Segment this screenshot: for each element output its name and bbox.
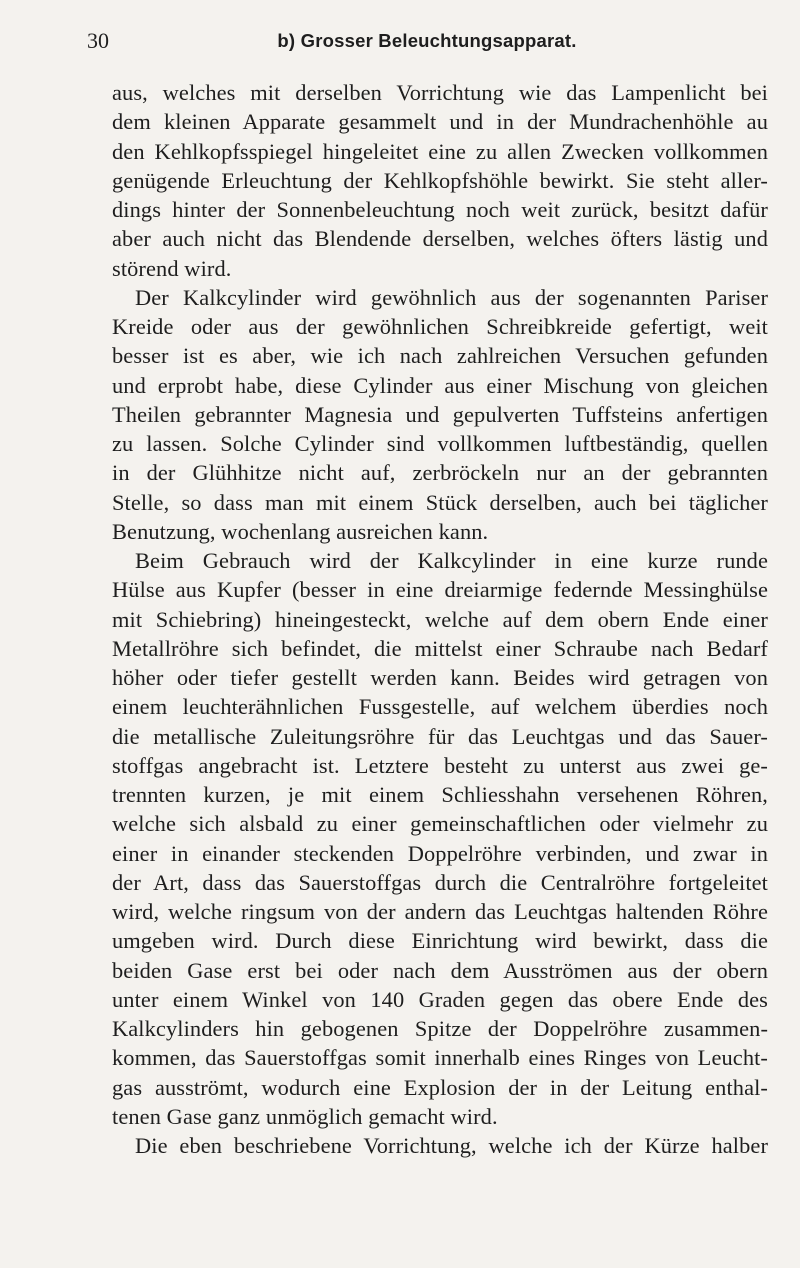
text-line: trennten kurzen, je mit einem Schliesshahn versehenen Röhren, [112, 782, 768, 807]
text-line: aber auch nicht das Blendende derselben, welches öfters lästig und [112, 226, 768, 252]
text-line: die metallische Zuleitungsröhre für das Leuchtgas und das Sauer- [112, 723, 768, 749]
text-line: Benutzung, wochenlang ausreichen kann. [112, 518, 489, 544]
text-line: Stelle, so dass man mit einem Stück derselben, auch bei täglicher [112, 489, 768, 515]
text-line: Hülse aus Kupfer (besser in eine dreiarmige federnde Messinghülse [112, 577, 768, 603]
text-line: den Kehlkopfsspiegel hingeleitet eine zu allen Zwecken vollkommen [112, 138, 768, 164]
text-line: Beim Gebrauch wird der Kalkcylinder in eine kurze runde [135, 548, 768, 573]
text-line: stoffgas angebracht ist. Letztere besteht zu unterst aus zwei ge- [112, 752, 768, 778]
text-line: mit Schiebring) hineingesteckt, welche auf dem obern Ende einer [112, 606, 768, 632]
page-number: 30 [87, 28, 109, 53]
text-line: besser ist es aber, wie ich nach zahlreichen Versuchen gefunden [112, 343, 768, 369]
text-line: Theilen gebrannter Magnesia und gepulverten Tuffsteins anfertigen [112, 401, 768, 427]
text-line: zu lassen. Solche Cylinder sind vollkommen luftbeständig, quellen [112, 431, 768, 456]
text-line: einer in einander steckenden Doppelröhre verbinden, und zwar in [112, 840, 768, 866]
text-line: störend wird. [112, 255, 232, 281]
text-line: Der Kalkcylinder wird gewöhnlich aus der sogenannten Pariser [135, 284, 768, 310]
text-line: beiden Gase erst bei oder nach dem Ausströmen aus der obern [112, 957, 768, 983]
text-line: Kreide oder aus der gewöhnlichen Schreibkreide gefertigt, weit [112, 314, 768, 339]
running-head-title: b) Grosser Beleuchtungsapparat. [277, 30, 577, 51]
text-line: höher oder tiefer gestellt werden kann. Beides wird getragen von [112, 665, 768, 690]
text-line: kommen, das Sauerstoffgas somit innerhalb eines Ringes von Leucht- [112, 1045, 768, 1071]
text-line: Kalkcylinders hin gebogenen Spitze der Doppelröhre zusammen- [112, 1016, 768, 1041]
text-line: Metallröhre sich befindet, die mittelst einer Schraube nach Bedarf [112, 635, 768, 661]
text-line: aus, welches mit derselben Vorrichtung wie das Lampenlicht bei [112, 80, 768, 105]
text-line: wird, welche ringsum von der andern das Leuchtgas haltenden Röhre [112, 899, 768, 924]
text-line: der Art, dass das Sauerstoffgas durch die Centralröhre fortgeleitet [112, 869, 768, 895]
running-head [87, 28, 767, 54]
text-line: gas ausströmt, wodurch eine Explosion der in der Leitung enthal- [112, 1074, 768, 1100]
text-line: umgeben wird. Durch diese Einrichtung wird bewirkt, dass die [112, 928, 768, 954]
text-line: unter einem Winkel von 140 Graden gegen das obere Ende des [112, 986, 768, 1012]
text-line: dem kleinen Apparate gesammelt und in der Mundrachenhöhle au [112, 109, 768, 135]
text-line: tenen Gase ganz unmöglich gemacht wird. [112, 1103, 498, 1129]
text-line: welche sich alsbald zu einer gemeinschaftlichen oder vielmehr zu [112, 811, 768, 837]
text-line: einem leuchterähnlichen Fussgestelle, auf welchem überdies noch [112, 694, 768, 720]
text-line: und erprobt habe, diese Cylinder aus einer Mischung von gleichen [112, 372, 768, 398]
text-line: dings hinter der Sonnenbeleuchtung noch weit zurück, besitzt dafür [112, 197, 768, 222]
text-line: genügende Erleuchtung der Kehlkopfshöhle bewirkt. Sie steht aller- [112, 167, 768, 193]
body-text [112, 78, 768, 1160]
text-line: in der Glühhitze nicht auf, zerbröckeln nur an der gebrannten [112, 460, 768, 486]
text-line: Die eben beschriebene Vorrichtung, welche ich der Kürze halber [135, 1133, 768, 1158]
